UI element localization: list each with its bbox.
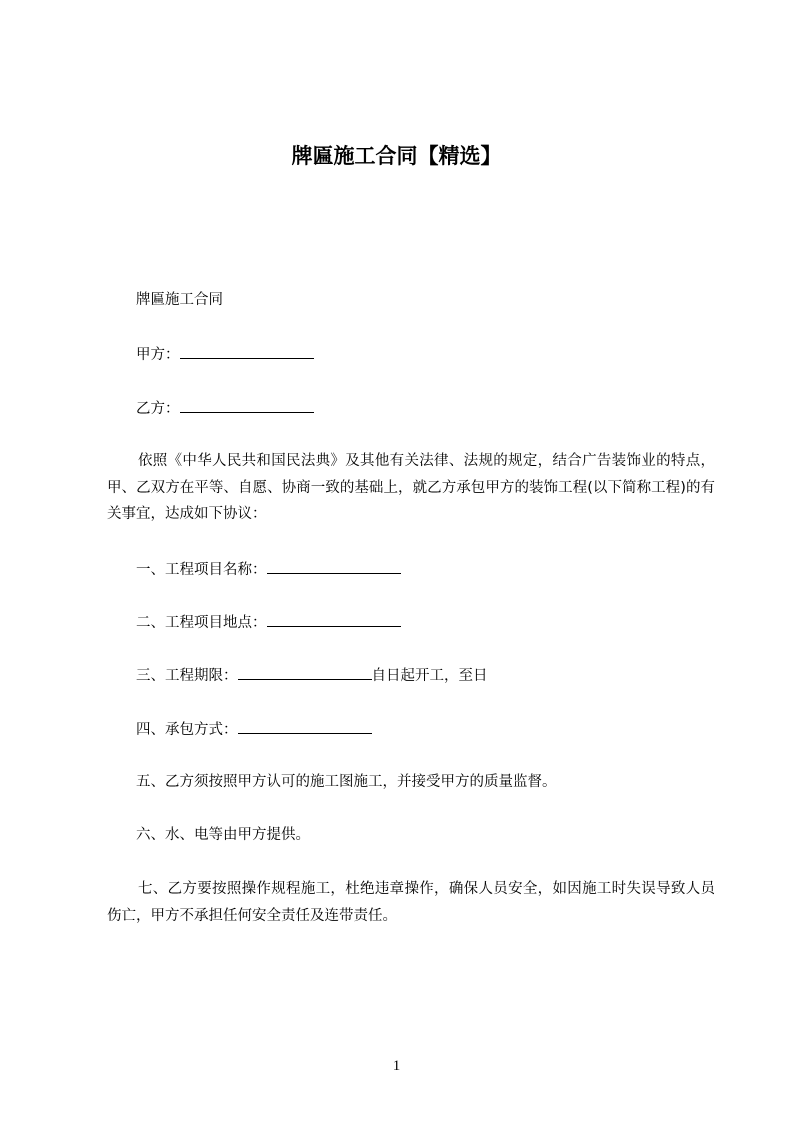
document-title: 牌匾施工合同【精选】: [291, 144, 502, 168]
clause-1-blank: [267, 559, 401, 574]
clause-3-label: 三、工程期限：: [136, 668, 238, 684]
clause-3-blank: [238, 665, 372, 680]
clause-1: [136, 559, 401, 580]
clause-2: [136, 612, 401, 633]
clause-3-suffix: 自日起开工，至日: [371, 668, 488, 684]
intro-paragraph: 依照《中华人民共和国民法典》及其他有关法律、法规的规定，结合广告装饰业的特点，甲、乙双方在平等、自愿、协商一致的基础上，就乙方承包甲方的装饰工程(以下简称工程)的有关事宜，达成如下协议：: [107, 453, 715, 522]
party-b-line: [136, 398, 314, 419]
clause-7: 七、乙方要按照操作规程施工，杜绝违章操作，确保人员安全，如因施工时失误导致人员伤亡，甲方不承担任何安全责任及连带责任。: [107, 881, 715, 924]
clause-6: 六、水、电等由甲方提供。: [136, 827, 310, 843]
party-b-label: 乙方：: [136, 401, 180, 417]
clause-2-blank: [267, 612, 401, 627]
clause-3: [136, 665, 488, 686]
party-a-blank: [180, 344, 314, 359]
contract-subtitle: 牌匾施工合同: [136, 292, 223, 308]
clause-1-label: 一、工程项目名称：: [136, 562, 267, 578]
clause-2-label: 二、工程项目地点：: [136, 615, 267, 631]
clause-5: 五、乙方须按照甲方认可的施工图施工，并接受甲方的质量监督。: [136, 774, 557, 790]
page-number: 1: [392, 1058, 401, 1074]
party-a-line: [136, 344, 314, 365]
clause-4-blank: [238, 719, 372, 734]
party-b-blank: [180, 398, 314, 413]
party-a-label: 甲方：: [136, 347, 180, 363]
clause-4: [136, 719, 372, 740]
clause-4-label: 四、承包方式：: [136, 722, 238, 738]
